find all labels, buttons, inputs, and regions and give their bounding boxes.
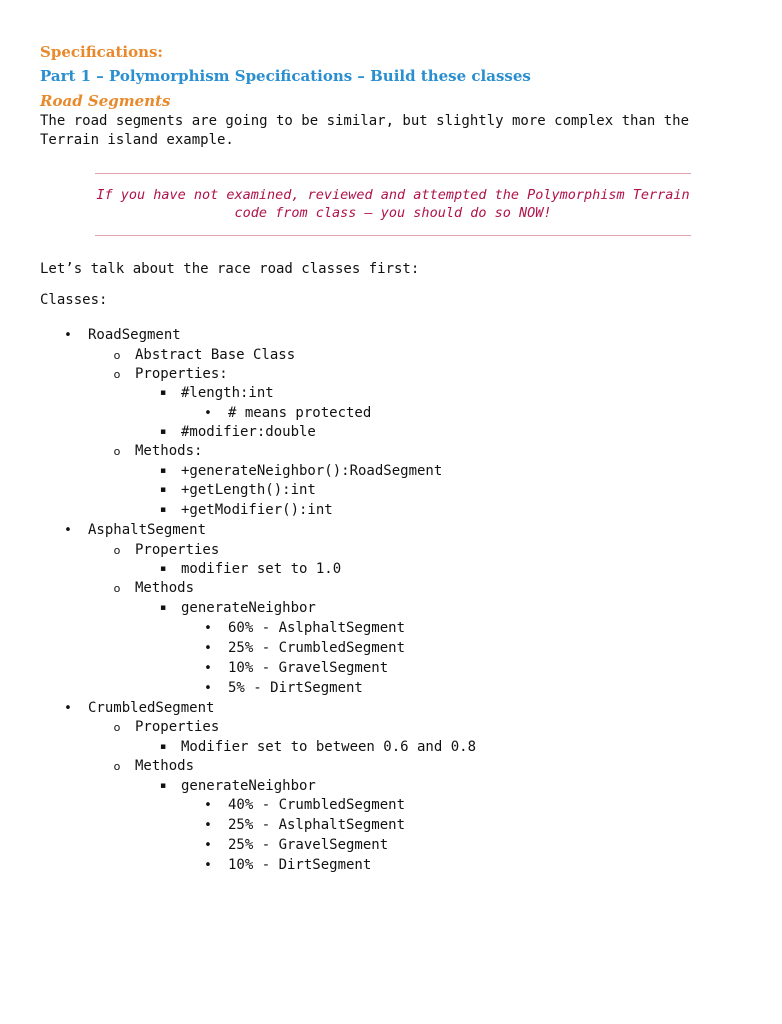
list-item-modifier: ▪ #modifier:double [181,423,316,442]
circle-bullet-icon: o [113,544,121,557]
callout-bottom-rule [95,235,691,236]
circle-bullet-icon: o [113,368,121,381]
list-item-properties: o Properties [135,718,219,737]
circle-bullet-icon: o [113,349,121,362]
callout-box [95,186,691,222]
disc-bullet-icon: • [204,838,212,853]
square-bullet-icon: ▪ [159,466,167,476]
circle-bullet-icon: o [113,582,121,595]
list-item-properties: o Properties [135,541,219,560]
list-item-roadsegment: • RoadSegment [88,326,181,345]
list-item-generate-neighbor: ▪ generateNeighbor [181,599,316,618]
classes-label: Classes: [40,292,108,308]
list-item-probability: • 40% - CrumbledSegment [228,796,405,815]
list-item-methods: o Methods [135,579,194,598]
disc-bullet-icon: • [204,798,212,813]
intro-paragraph: The road segments are going to be similar, but slightly more complex than the Terrain island example. [40,113,690,148]
list-item-methods: o Methods: [135,442,202,461]
list-item-probability: • 60% - AslphaltSegment [228,619,405,638]
list-item-probability: • 25% - GravelSegment [228,836,388,855]
disc-bullet-icon: • [204,681,212,696]
list-item-probability: • 5% - DirtSegment [228,679,363,698]
disc-bullet-icon: • [204,661,212,676]
list-item-probability: • 25% - CrumbledSegment [228,639,405,658]
list-item-probability: • 10% - GravelSegment [228,659,388,678]
circle-bullet-icon: o [113,721,121,734]
callout-line-1: If you have not examined, reviewed and attempted the Polymorphism Terrain [96,187,690,203]
talk-paragraph: Let’s talk about the race road classes first: [40,261,420,277]
disc-bullet-icon: • [204,818,212,833]
list-item-crumbledsegment: • CrumbledSegment [88,699,214,718]
circle-bullet-icon: o [113,760,121,773]
list-item-probability: • 10% - DirtSegment [228,856,371,875]
callout-top-rule [95,173,691,174]
list-item-length: ▪ #length:int [181,384,274,403]
disc-bullet-icon: • [64,701,72,716]
specifications-heading: Specifications: [40,43,163,61]
callout-line-2: code from class – you should do so NOW! [234,205,552,221]
list-item-generate-neighbor: ▪ generateNeighbor [181,777,316,796]
list-item-abstract: o Abstract Base Class [135,346,295,365]
list-item-methods: o Methods [135,757,194,776]
square-bullet-icon: ▪ [159,485,167,495]
list-item-modifier: ▪ Modifier set to between 0.6 and 0.8 [181,738,476,757]
list-item-properties: o Properties: [135,365,228,384]
disc-bullet-icon: • [204,621,212,636]
square-bullet-icon: ▪ [159,603,167,613]
disc-bullet-icon: • [204,858,212,873]
list-item-asphaltsegment: • AsphaltSegment [88,521,206,540]
square-bullet-icon: ▪ [159,388,167,398]
disc-bullet-icon: • [204,406,212,421]
square-bullet-icon: ▪ [159,427,167,437]
list-item-probability: • 25% - AslphaltSegment [228,816,405,835]
square-bullet-icon: ▪ [159,505,167,515]
list-item-modifier: ▪ modifier set to 1.0 [181,560,341,579]
list-item-protected-note: • # means protected [228,404,371,423]
list-item-method: ▪ +getLength():int [181,481,316,500]
road-segments-heading: Road Segments [40,92,171,110]
disc-bullet-icon: • [204,641,212,656]
circle-bullet-icon: o [113,445,121,458]
list-item-method: ▪ +getModifier():int [181,501,333,520]
disc-bullet-icon: • [64,523,72,538]
part1-heading: Part 1 – Polymorphism Specifications – Build these classes [40,67,531,85]
disc-bullet-icon: • [64,328,72,343]
square-bullet-icon: ▪ [159,564,167,574]
square-bullet-icon: ▪ [159,742,167,752]
square-bullet-icon: ▪ [159,781,167,791]
list-item-method: ▪ +generateNeighbor():RoadSegment [181,462,442,481]
